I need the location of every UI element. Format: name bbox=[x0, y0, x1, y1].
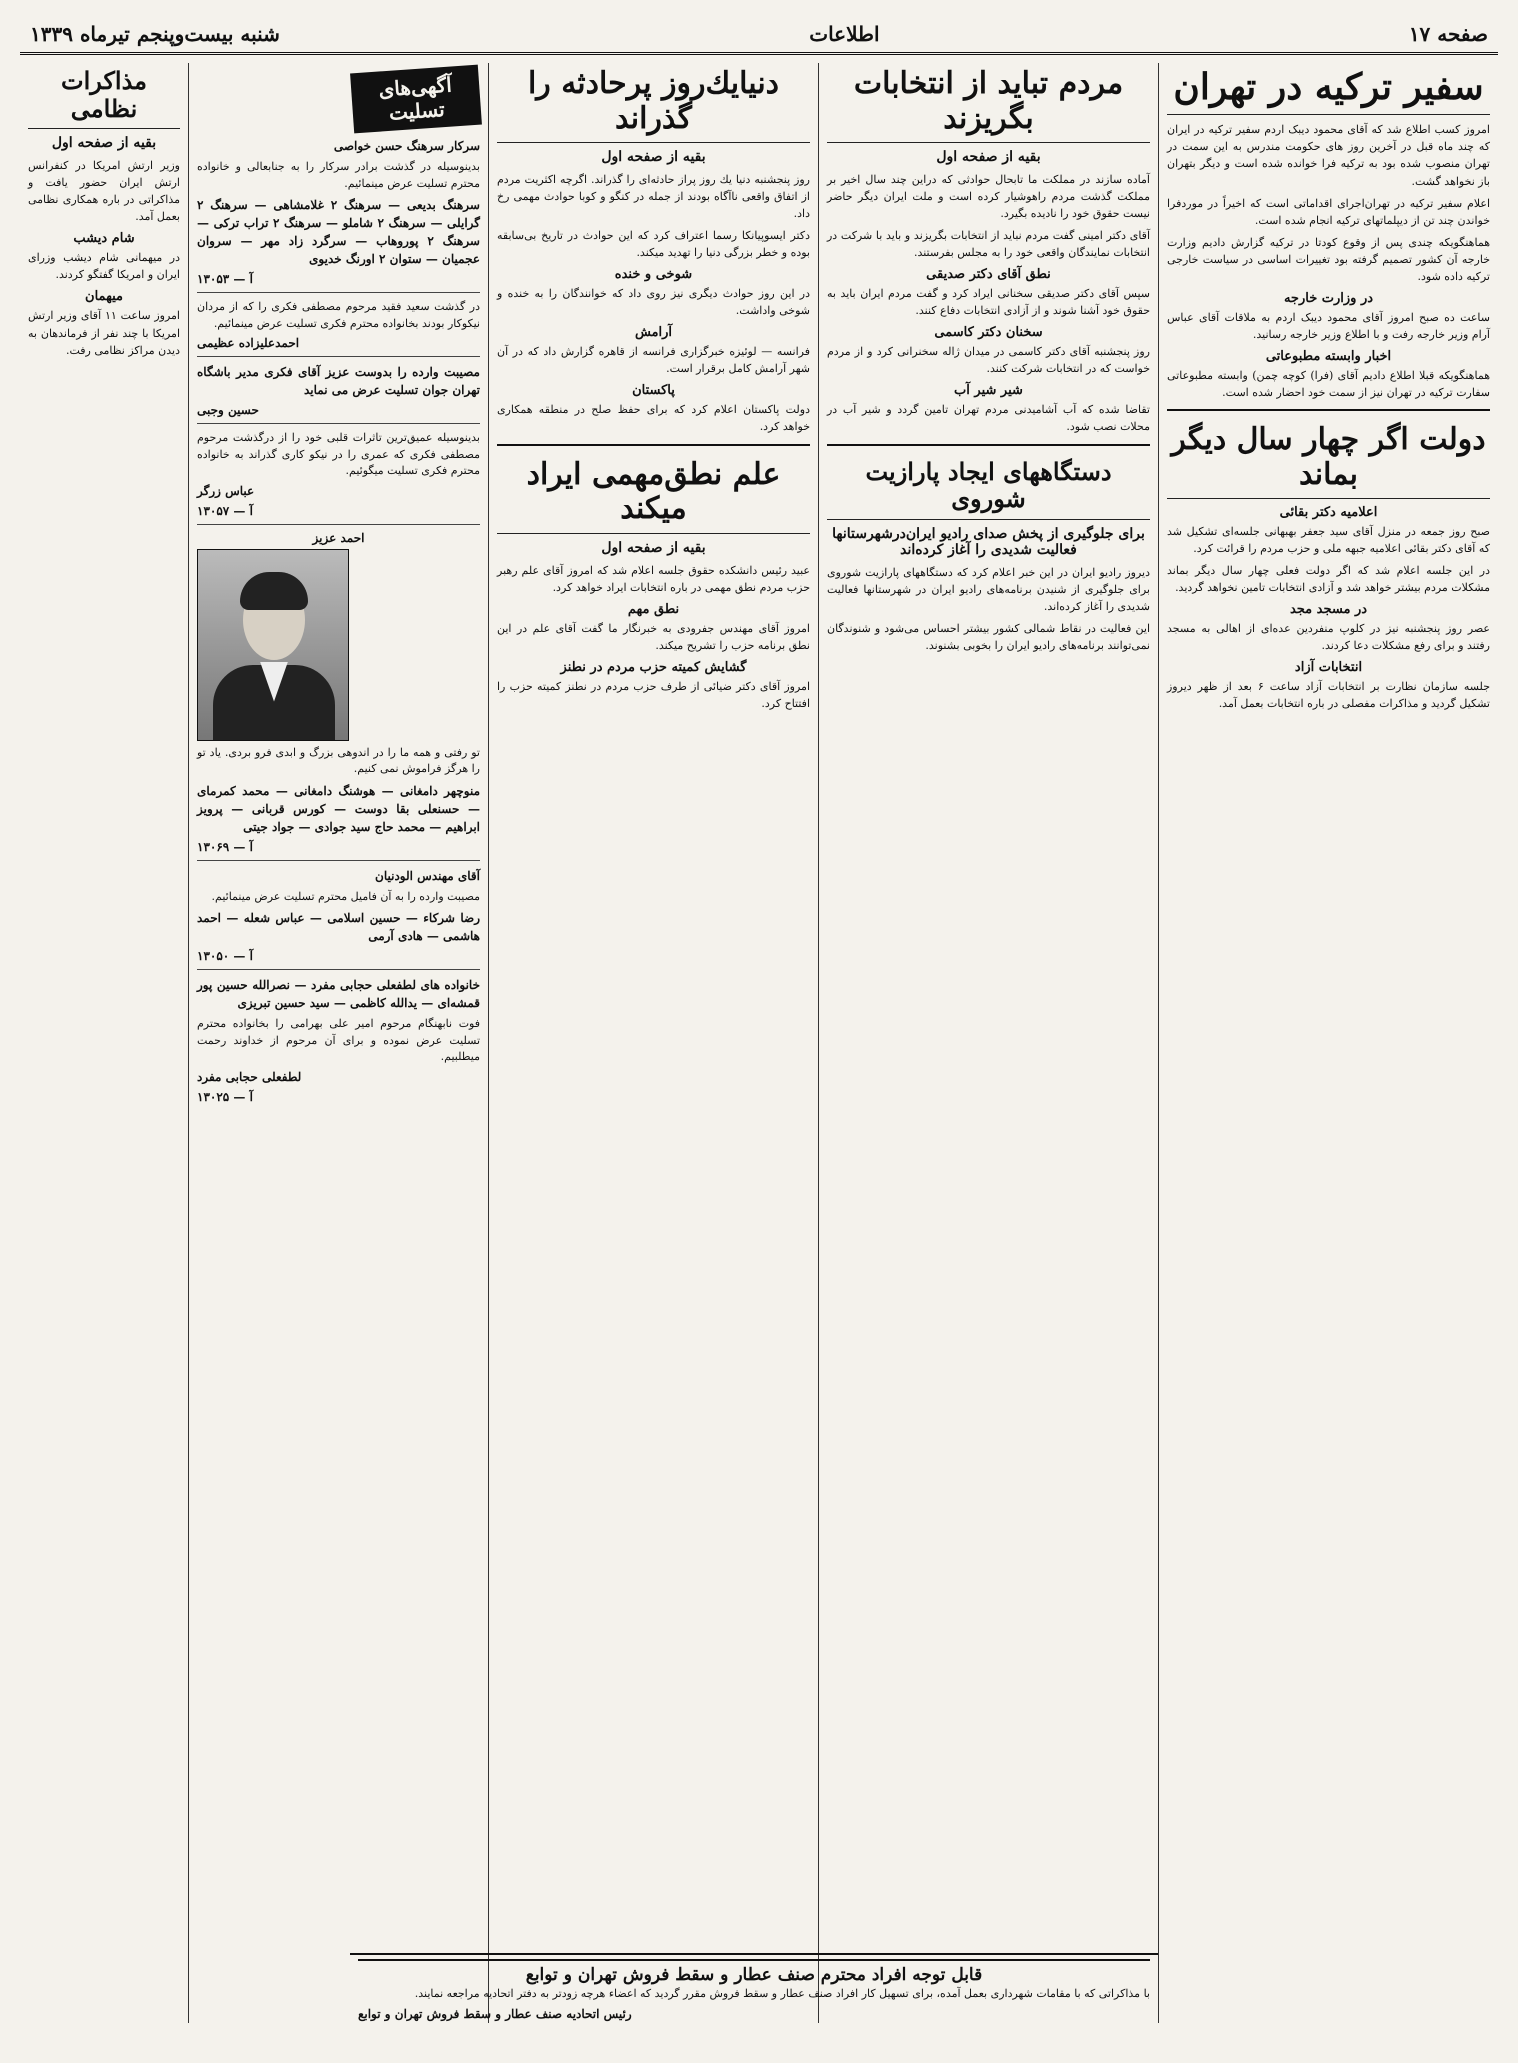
columns bbox=[20, 63, 1498, 2023]
divider bbox=[197, 860, 480, 861]
condolence-signer: عباس زرگر bbox=[197, 483, 255, 498]
condolence-signers: منوچهر دامغانی — هوشنگ دامغانی — محمد کمرمای — حسنعلی بقا دوست — کورس قربانی — پرویز ابراهیم — محمد حاج سید جوادی — جواد جیتی bbox=[197, 783, 480, 834]
ad-code: آ — ۱۳۰۲۵ bbox=[197, 1089, 253, 1104]
condolence-text: مصیبت وارده را بدوست عزیز آقای فکری مدیر باشگاه تهران جوان تسلیت عرض می نماید bbox=[197, 365, 480, 397]
condolence-title: خانواده های لطفعلی حجابی مفرد — نصرالله حسین پور قمشه‌ای — یدالله کاظمی — سید حسین تبریزی bbox=[197, 978, 480, 1010]
article-text: ساعت ده صبح امروز آقای محمود دیبک اردم به ملاقات آقای عباس آرام وزیر خارجه رفت و با اطلاع وزیر خارجه رسانید. bbox=[1167, 310, 1491, 341]
headline-elections: مردم تباید از انتخابات بگریزند bbox=[827, 63, 1150, 143]
column-elections bbox=[818, 63, 1158, 2023]
divider bbox=[497, 444, 810, 446]
divider bbox=[197, 292, 480, 293]
section-heading: در وزارت خارجه bbox=[1283, 290, 1374, 306]
section-heading: در مسجد مجد bbox=[1289, 602, 1368, 618]
section-heading: انتخابات آزاد bbox=[1294, 660, 1363, 676]
article-text: آماده سازند در مملکت ما تابحال حوادثی که دراین چند سال اخیر بر مملکت گذشت مردم راهوشیار کرده است و ملت ایران دیگر حاضر نیست حقوق خود را نادیده بگیرد. bbox=[827, 173, 1150, 221]
section-heading: شام دیشب bbox=[73, 231, 135, 247]
section-heading: میهمان bbox=[85, 289, 123, 305]
article-text: این فعالیت در نقاط شمالی کشور بیشتر احساس می‌شود و شنوندگان نمی‌توانند برنامه‌های رادیو ایران را بخوبی بشنوند. bbox=[827, 621, 1150, 652]
ad-code: آ — ۱۳۰۵۷ bbox=[197, 503, 253, 518]
section-heading: اخبار وابسته مطبوعاتی bbox=[1265, 348, 1392, 364]
condolence-title: آقای مهندس الودنیان bbox=[375, 868, 480, 883]
divider bbox=[827, 444, 1150, 446]
ad-code: آ — ۱۳۰۵۰ bbox=[197, 949, 253, 963]
article-text: امروز آقای مهندس جفرودی به خبرنگار ما گفت آقای علم در این نطق برنامه حزب را تشریح میکند. bbox=[497, 621, 810, 652]
column-turkey bbox=[1158, 63, 1498, 2023]
section-heading: شیر شیر آب bbox=[954, 383, 1023, 399]
section-heading: شوخی و خنده bbox=[614, 267, 693, 283]
section-heading: گشایش کمیته حزب مردم در نطنز bbox=[560, 659, 747, 675]
condolence-text: مصیبت وارده را به آن فامیل محترم تسلیت عرض مینمائیم. bbox=[211, 889, 480, 903]
headline-jamming: دستگاههای ایجاد پارازیت شوروی bbox=[827, 454, 1150, 520]
divider bbox=[197, 969, 480, 970]
continued-label: بقیه از صفحه اول bbox=[51, 135, 157, 152]
condolence-text: بدینوسیله عمیق‌ترین تاثرات قلبی خود را از درگذشت مرحوم مصطفی فکری که عمری را در نیکو کاری گذراند به خانواده محترم فکری تسلیت میگوئیم. bbox=[197, 431, 480, 477]
continued-label: بقیه از صفحه اول bbox=[601, 149, 706, 165]
issue-date: شنبه بیست‌وپنجم تیرماه ۱۳۳۹ bbox=[30, 22, 280, 46]
divider bbox=[197, 356, 480, 357]
paper-name: اطلاعات bbox=[809, 22, 880, 46]
condolence-title: سرکار سرهنگ حسن خواصی bbox=[333, 139, 480, 153]
article-text: دیروز رادیو ایران در این خبر اعلام کرد که دستگاههای پارازیت شوروی برای جلوگیری از شنیدن برنامه‌های رادیو ایران در شهرستانها فعالیت شدیدی را آغاز کرده‌اند. bbox=[827, 565, 1151, 613]
newspaper-page bbox=[20, 16, 1498, 2031]
section-heading: پاکستان bbox=[632, 383, 675, 399]
headline-alam-speech: علم نطق‌مهمی ایراد میکند bbox=[497, 454, 810, 534]
guild-notice bbox=[350, 1953, 1158, 2031]
ad-code: آ — ۱۳۰۵۳ bbox=[197, 272, 253, 286]
photo-caption: احمد عزیز bbox=[312, 530, 365, 545]
article-text: جلسه سازمان نظارت بر انتخابات آزاد ساعت ۶ بعد از ظهر دیروز تشکیل گردید و مذاکرات مفصلی در باره انتخابات بعمل آمد. bbox=[1167, 680, 1491, 711]
page-number: صفحه ۱۷ bbox=[1408, 22, 1488, 46]
section-heading: سخنان دکتر کاسمی bbox=[934, 325, 1043, 341]
section-heading: اعلامیه دکتر بقائی bbox=[1279, 505, 1378, 520]
condolence-signer: لطفعلی حجابی مفرد bbox=[197, 1069, 302, 1084]
condolence-signer: احمدعلیزاده عظیمی bbox=[197, 336, 300, 350]
article-text: تقاضا شده که آب آشامیدنی مردم تهران تامین گردد و شیر آب در محلات نصب شود. bbox=[827, 403, 1150, 434]
page-header bbox=[20, 16, 1498, 55]
article-text: در این جلسه اعلام شد که اگر دولت فعلی چهار سال دیگر بماند مشکلات مردم بیشتر خواهد شد و آزادی انتخابات تامین نخواهد گردید. bbox=[1167, 564, 1490, 595]
column-world bbox=[488, 63, 818, 2023]
condolence-text: فوت نابهنگام مرحوم امیر علی بهرامی را بخانواده محترم تسلیت عرض نموده و برای آن مرحوم از خداوند رحمت میطلبیم. bbox=[197, 1017, 480, 1063]
article-text: امروز آقای دکتر ضیائی از طرف حزب مردم در نطنز کمیته حزب را افتتاح کرد. bbox=[497, 679, 810, 710]
column-military bbox=[20, 63, 188, 2023]
section-heading: نطق آقای دکتر صدیقی bbox=[926, 267, 1051, 283]
condolence-signers: رضا شرکاء — حسین اسلامی — عباس شعله — احمد هاشمی — هادی آرمی bbox=[197, 911, 480, 943]
article-text: اعلام سفیر ترکیه در تهران‌اجرای اقداماتی است که اخیراً در موردفرا خواندن چند تن از دیپلماتهای ترکیه انجام شده است. bbox=[1167, 196, 1490, 227]
divider bbox=[197, 524, 480, 525]
guild-notice-title: قابل توجه افراد محترم صنف عطار و سقط فروش تهران و توابع bbox=[358, 1959, 1150, 1985]
article-text: دولت پاکستان اعلام کرد که برای حفظ صلح در منطقه همکاری خواهد کرد. bbox=[497, 403, 810, 434]
section-heading: آرامش bbox=[634, 325, 673, 341]
article-text: فرانسه — لوئیزه خبرگزاری فرانسه از قاهره گزارش داد که در آن شهر آرامش کامل برقرار است. bbox=[497, 345, 810, 376]
ad-code: آ — ۱۳۰۶۹ bbox=[197, 839, 253, 854]
headline-turkey-ambassador: سفیر ترکیه در تهران bbox=[1167, 63, 1490, 115]
article-text: در این روز حوادث دیگری نیز روی داد که خوانندگان را به خنده و شوخی واداشت. bbox=[497, 287, 810, 318]
section-heading: نطق مهم bbox=[627, 601, 680, 617]
article-text: روز پنجشنبه دنیا یك روز پراز حادثه‌ای را گذراند. اگرچه اکثریت مردم از اتفاق واقعی ناآگاه بودند از جمله در کنگو و کوبا حوادث مهمی رخ داد. bbox=[497, 173, 810, 221]
article-text: وزیر ارتش امریکا در کنفرانس ارتش ایران حضور یافت و مذاکراتی در باره همکاری نظامی بعمل آمد. bbox=[28, 159, 180, 224]
condolence-text: تو رفتی و همه ما را در اندوهی بزرگ و ابدی فرو بردی. یاد تو را هرگز فراموش نمی کنیم. bbox=[197, 745, 480, 775]
divider bbox=[197, 423, 480, 424]
continued-label: بقیه از صفحه اول bbox=[601, 539, 706, 556]
headline-government: دولت اگر چهار سال دیگر بماند bbox=[1167, 419, 1490, 499]
condolence-signer: حسین وجبی bbox=[197, 403, 259, 417]
condolence-box-heading: آگهی‌های تسلیت bbox=[350, 65, 482, 134]
article-text: صبح روز جمعه در منزل آقای سید جعفر بهبهانی جلسه‌ای تشکیل شد که آقای دکتر بقائی اعلامیه جبهه ملی و حزب مردم را قرائت کرد. bbox=[1167, 525, 1490, 556]
condolence-text: بدینوسیله در گذشت برادر سرکار را به جنابعالی و خانواده محترم تسلیت عرض مینمائیم. bbox=[197, 160, 480, 190]
guild-notice-text: با مذاکراتی که با مقامات شهرداری بعمل آمده، برای تسهیل کار افراد صنف عطار و سقط فروش مقرر گردید که اعضاء هرچه زودتر به دفتر اتحادیه مراجعه نمایند. bbox=[414, 1986, 1150, 2000]
article-text: دکتر ایسوپیانکا رسما اعتراف کرد که این حوادث در تاریخ بی‌سابقه بوده و خطر بزرگی دنیا را تهدید میکند. bbox=[497, 229, 810, 260]
guild-notice-signer: رئیس اتحادیه صنف عطار و سقط فروش تهران و توابع bbox=[358, 2007, 632, 2021]
article-text: عبید رئیس دانشکده حقوق جلسه اعلام شد که امروز آقای علم رهبر حزب مردم نطق مهمی در باره انتخابات ایراد خواهد کرد. bbox=[497, 563, 810, 594]
subheadline-jamming: برای جلوگیری از پخش صدای رادیو ایران‌در‌شهرستانها فعالیت شدیدی را آغاز کرده‌اند bbox=[832, 525, 1145, 558]
continued-label: بقیه از صفحه اول bbox=[936, 149, 1041, 165]
condolence-signers: سرهنگ بدیعی — سرهنگ ۲ غلامشاهی — سرهنگ ۲ گرایلی — سرهنگ ۲ شاملو — سرهنگ ۲ تراب ترکی — سرهنگ ۲ پوروهاب — سرگرد زاد مهر — سروان عجمیان — ستوان ۲ اورنگ خدیوی bbox=[197, 198, 481, 266]
condolence-text: در گذشت سعید فقید مرحوم مصطفی فکری را که از مردان نیکوکار بودند بخانواده محترم فکری تسلیت عرض مینمائیم. bbox=[197, 300, 480, 330]
divider bbox=[1167, 409, 1490, 411]
article-text: در میهمانی شام دیشب وزرای ایران و امریکا گفتگو کردند. bbox=[28, 251, 180, 282]
article-text: آقای دکتر امینی گفت مردم نباید از انتخابات بگریزند و باید با شرکت در انتخابات نمایندگان واقعی خود را به مجلس بفرستند. bbox=[827, 229, 1150, 260]
article-text: امروز کسب اطلاع شد که آقای محمود دیبک اردم سفیر ترکیه در ایران که چند ماه قبل در آخرین روز های حکومت مندرس به این سمت در تهران منصوب شده بود به ترکیه فرا خوانده شده است و دیگر بتهران باز نخواهد گشت. bbox=[1167, 123, 1490, 188]
article-text: هماهنگویکه چندی پس از وقوع کودتا در ترکیه گزارش دادیم وزارت خارجه آن کشور تصمیم گرفته بود تغییرات اساسی در سیاست خارجی ترکیه داده شود. bbox=[1167, 235, 1490, 283]
article-text: هماهنگویکه قبلا اطلاع دادیم آقای (فرا) کوچه چمن) وابسته مطبوعاتی سفارت ترکیه در تهران نیز از سمت خود احضار شده است. bbox=[1167, 368, 1490, 399]
article-text: عصر روز پنجشنبه نیز در کلوپ منفردین عده‌ای از اهالی به مسجد رفتند و برای رفع مشکلات دعا کردند. bbox=[1167, 622, 1490, 653]
portrait-photo bbox=[197, 549, 349, 741]
article-text: سپس آقای دکتر صدیقی سخنانی ایراد کرد و گفت مردم ایران باید به حقوق خود آشنا شوند و از آزادی انتخابات دفاع کنند. bbox=[827, 287, 1150, 318]
article-text: روز پنجشنبه آقای دکتر کاسمی در میدان ژاله سخنرانی کرد و از مردم خواست که در انتخابات شرکت کنند. bbox=[827, 345, 1150, 376]
headline-world-day: دنیایك‌روز پرحادثه را گذراند bbox=[497, 63, 810, 143]
column-condolences bbox=[188, 63, 488, 2023]
article-text: امروز ساعت ۱۱ آقای وزیر ارتش امریکا با چند نفر از فرماندهان به دیدن مراکز نظامی رفت. bbox=[28, 309, 180, 357]
headline-military-talks: مذاکرات نظامی bbox=[28, 63, 180, 129]
